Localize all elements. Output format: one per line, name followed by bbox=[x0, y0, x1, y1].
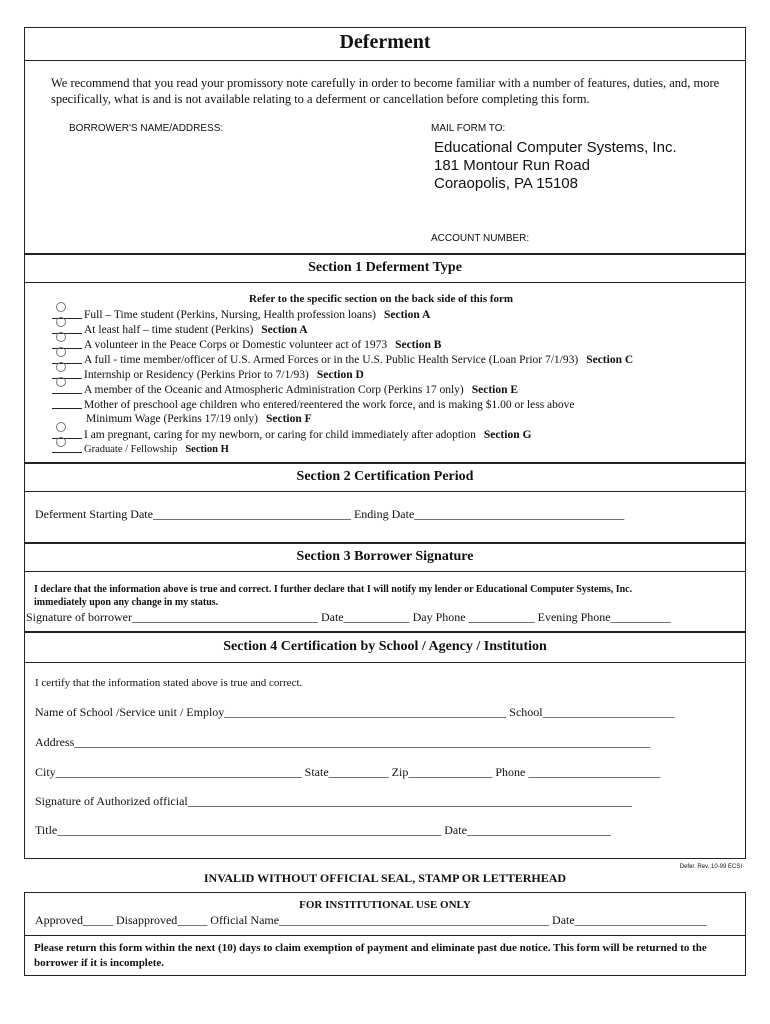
option-continuation bbox=[86, 413, 312, 425]
certification-period-line[interactable]: Deferment Starting Date_________________________________ Ending Date___________________________________ bbox=[35, 507, 625, 521]
authorized-signature-line[interactable]: Signature of Authorized official__________________________________________________________________________ bbox=[35, 794, 632, 808]
section1-title: Section 1 Deferment Type bbox=[308, 260, 462, 275]
section4-title: Section 4 Certification by School / Agency / Institution bbox=[223, 639, 547, 654]
option-blank[interactable] bbox=[52, 398, 82, 409]
radio-circle-icon[interactable] bbox=[56, 377, 66, 387]
company-city: Coraopolis, PA 15108 bbox=[434, 175, 578, 192]
section3-body bbox=[24, 572, 746, 632]
company-name: Educational Computer Systems, Inc. bbox=[434, 139, 677, 156]
radio-circle-icon[interactable] bbox=[56, 347, 66, 357]
borrower-signature-line[interactable]: Signature of borrower_______________________________ Date___________ Day Phone ___________ Evening Phone__________ bbox=[26, 610, 671, 624]
declaration-line-2: immediately upon any change in my status. bbox=[34, 597, 219, 608]
revision-code: Defer. Rev. 10-99 ECSI bbox=[679, 864, 742, 870]
city-state-zip-line[interactable]: City_________________________________________ State__________ Zip______________ Phone ______________________ bbox=[35, 765, 661, 779]
option-section-ref: Section F bbox=[266, 413, 312, 425]
institutional-line[interactable]: Approved_____ Disapproved_____ Official Name_____________________________________________ Date______________________ bbox=[35, 913, 707, 927]
deferment-option[interactable] bbox=[52, 308, 430, 321]
certify-text: I certify that the information stated above is true and correct. bbox=[35, 677, 303, 689]
deferment-option[interactable] bbox=[52, 428, 531, 441]
deferment-option[interactable] bbox=[52, 323, 308, 336]
institutional-box bbox=[24, 892, 746, 936]
section4-body bbox=[24, 663, 746, 859]
option-section-ref: Section G bbox=[483, 429, 532, 441]
section1-note: Refer to the specific section on the back side of this form bbox=[249, 293, 514, 305]
intro-text: We recommend that you read your promissory note carefully in order to become familiar with a number of features, duties, and, more specifically, what is and is not available relating to a deferment or cancellation before completing this form. bbox=[51, 76, 720, 106]
option-section-ref: Section C bbox=[586, 354, 634, 366]
section2-body bbox=[24, 492, 746, 543]
section2-title: Section 2 Certification Period bbox=[296, 469, 474, 484]
radio-circle-icon[interactable] bbox=[56, 437, 66, 447]
deferment-option[interactable] bbox=[52, 338, 441, 351]
option-section-ref: Section D bbox=[316, 369, 364, 381]
school-name-line[interactable]: Name of School /Service unit / Employ_______________________________________________ School______________________ bbox=[35, 705, 675, 719]
deferment-option[interactable] bbox=[52, 398, 575, 411]
option-label: Graduate / Fellowship bbox=[84, 444, 178, 455]
option-label: At least half – time student (Perkins) bbox=[84, 324, 254, 336]
borrower-label: BORROWER'S NAME/ADDRESS: bbox=[69, 123, 224, 134]
title-date-line[interactable]: Title________________________________________________________________ Date________________________ bbox=[35, 823, 611, 837]
option-section-ref: Section A bbox=[261, 324, 308, 336]
section4-header bbox=[24, 632, 746, 663]
option-section-ref: Section E bbox=[471, 384, 519, 396]
company-street: 181 Montour Run Road bbox=[434, 157, 590, 174]
option-label: Mother of preschool age children who entered/reentered the work force, and is making $1.00 or less above bbox=[84, 399, 575, 411]
section3-header bbox=[24, 543, 746, 572]
option-section-ref: Section A bbox=[383, 309, 431, 321]
deferment-option[interactable] bbox=[52, 383, 518, 396]
account-number-label: ACCOUNT NUMBER: bbox=[431, 233, 530, 244]
section2-header bbox=[24, 463, 746, 492]
address-line[interactable]: Address________________________________________________________________________________________________ bbox=[35, 735, 651, 749]
return-note: Please return this form within the next (10) days to claim exemption of payment and eliminate past due notice. This form will be returned to the borrower if it is incomplete. bbox=[34, 942, 707, 969]
radio-circle-icon[interactable] bbox=[56, 302, 66, 312]
declaration-line-1: I declare that the information above is true and correct. I further declare that I will notify my lender or Educational Computer Systems, Inc. bbox=[34, 584, 633, 595]
form-title: Deferment bbox=[339, 31, 431, 53]
radio-circle-icon[interactable] bbox=[56, 317, 66, 327]
option-continuation-text: Minimum Wage (Perkins 17/19 only) bbox=[86, 413, 258, 425]
option-section-ref: Section H bbox=[185, 444, 229, 455]
radio-circle-icon[interactable] bbox=[56, 362, 66, 372]
invalid-notice: INVALID WITHOUT OFFICIAL SEAL, STAMP OR LETTERHEAD bbox=[203, 871, 567, 885]
option-label: A full - time member/officer of U.S. Armed Forces or in the U.S. Public Health Service (Loan Prior 7/1/93) bbox=[84, 354, 579, 366]
return-box bbox=[24, 936, 746, 976]
option-label: I am pregnant, caring for my newborn, or caring for child immediately after adoption bbox=[84, 429, 476, 441]
deferment-option[interactable] bbox=[52, 353, 633, 366]
title-box bbox=[24, 27, 746, 61]
option-label: A volunteer in the Peace Corps or Domestic volunteer act of 1973 bbox=[84, 339, 388, 351]
section3-title: Section 3 Borrower Signature bbox=[296, 549, 474, 564]
radio-circle-icon[interactable] bbox=[56, 422, 66, 432]
radio-circle-icon[interactable] bbox=[56, 332, 66, 342]
mail-form-label: MAIL FORM TO: bbox=[431, 123, 506, 134]
option-label: Full – Time student (Perkins, Nursing, Health profession loans) bbox=[84, 309, 376, 321]
deferment-option[interactable] bbox=[52, 442, 229, 455]
option-label: A member of the Oceanic and Atmospheric Administration Corp (Perkins 17 only) bbox=[84, 384, 464, 396]
deferment-option[interactable] bbox=[52, 368, 364, 381]
option-label: Internship or Residency (Perkins Prior to 7/1/93) bbox=[84, 369, 309, 381]
institutional-title: FOR INSTITUTIONAL USE ONLY bbox=[299, 899, 471, 911]
section1-header bbox=[24, 254, 746, 283]
intro-box bbox=[24, 61, 746, 254]
option-section-ref: Section B bbox=[395, 339, 442, 351]
